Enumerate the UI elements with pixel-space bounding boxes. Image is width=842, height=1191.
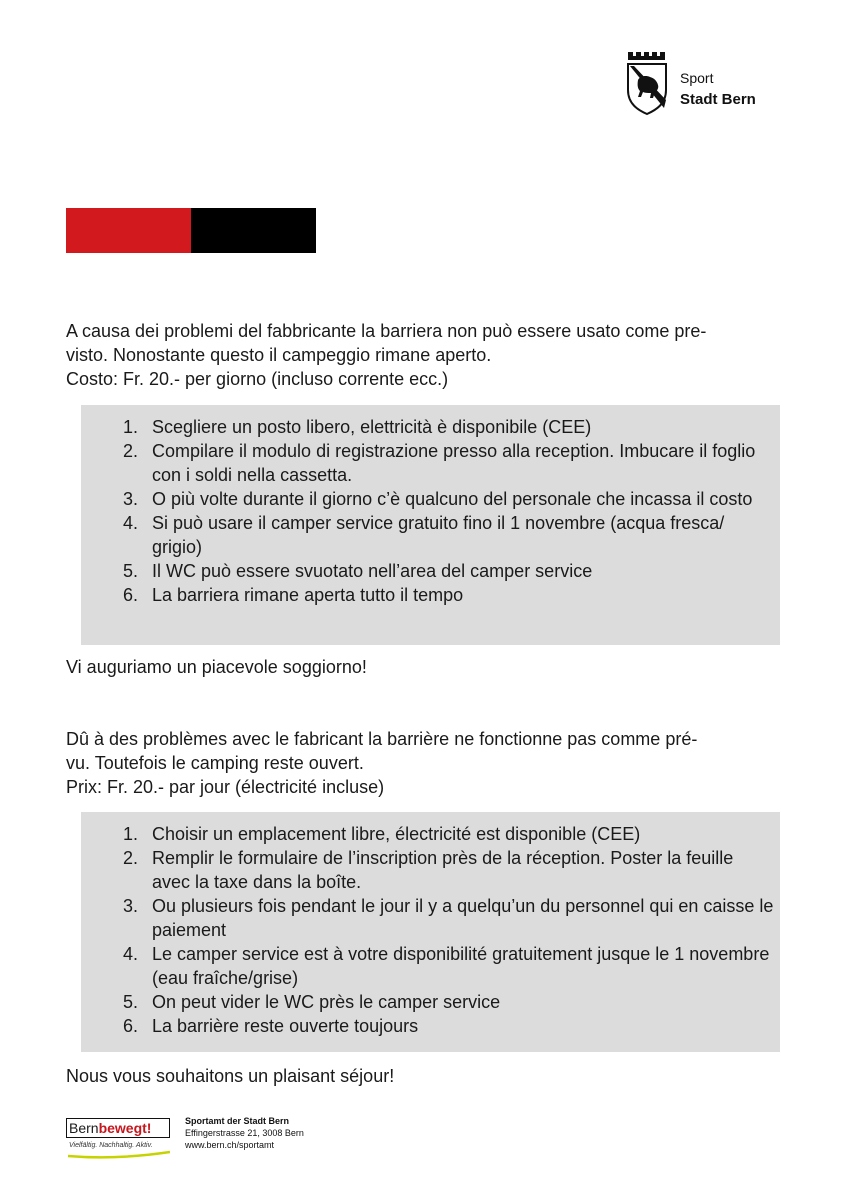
bern-crest-icon: [626, 50, 668, 116]
step-number: 5.: [122, 561, 138, 581]
french-steps-box: [81, 812, 780, 1052]
list-item: [81, 487, 780, 511]
logo-bold-text: bewegt!: [98, 1120, 152, 1136]
step-number: 5.: [122, 992, 138, 1012]
footer: [66, 1115, 386, 1165]
step-number: 3.: [122, 896, 138, 916]
step-text: La barrière reste ouverte toujours: [152, 1016, 419, 1036]
list-item: [81, 559, 780, 583]
list-item: [81, 894, 780, 942]
step-text: Le camper service est à votre disponibilité gratuitement jusque le 1 novembre (eau fraîche/grise): [152, 944, 770, 988]
step-text: Compilare il modulo di registrazione presso alla reception. Imbucare il foglio con i soldi nella cassetta.: [152, 441, 756, 485]
step-text: Ou plusieurs fois pendant le jour il y a quelqu’un du personnel qui en caisse le paiement: [152, 896, 774, 940]
step-text: O più volte durante il giorno c’è qualcuno del personale che incassa il costo: [152, 489, 753, 509]
italian-closing: Vi auguriamo un piacevole soggiorno!: [66, 657, 367, 677]
step-text: Scegliere un posto libero, elettricità è disponibile (CEE): [152, 417, 592, 437]
bern-bewegt-logo: [66, 1118, 170, 1160]
list-item: [81, 583, 780, 607]
step-text: Choisir un emplacement libre, électricité est disponible (CEE): [152, 824, 641, 844]
logo-sport-label: Sport: [680, 70, 714, 86]
step-number: 6.: [122, 585, 138, 605]
step-number: 4.: [122, 513, 138, 533]
list-item: [81, 439, 780, 487]
step-text: Il WC può essere svuotato nell’area del camper service: [152, 561, 593, 581]
step-text: La barriera rimane aperta tutto il tempo: [152, 585, 464, 605]
italian-steps-box: [81, 405, 780, 645]
list-item: [81, 415, 780, 439]
address-block: [185, 1115, 304, 1151]
website-link[interactable]: www.bern.ch/sportamt: [185, 1140, 275, 1150]
flag-red-block: [66, 208, 191, 253]
french-closing: Nous vous souhaitons un plaisant séjour!: [66, 1066, 395, 1086]
bern-flag-bar: [66, 208, 316, 253]
org-name: Sportamt der Stadt Bern: [185, 1116, 290, 1126]
step-number: 3.: [122, 489, 138, 509]
list-item: [81, 1014, 780, 1038]
list-item: [81, 942, 780, 990]
step-text: Si può usare il camper service gratuito fino il 1 novembre (acqua fresca/ grigio): [152, 513, 725, 557]
french-intro-text: Dû à des problèmes avec le fabricant la barrière ne fonctionne pas comme pré- vu. Toutefois le camping reste ouvert. Prix: Fr. 20.- par jour (électricité incluse): [66, 729, 698, 797]
step-number: 2.: [122, 441, 138, 461]
step-number: 6.: [122, 1016, 138, 1036]
step-number: 2.: [122, 848, 138, 868]
list-item: [81, 822, 780, 846]
logo-city-label: Stadt Bern: [680, 91, 756, 108]
step-number: 4.: [122, 944, 138, 964]
flag-black-block: [191, 208, 316, 253]
step-number: 1.: [122, 417, 138, 437]
italian-intro: [66, 319, 782, 391]
swoosh-icon: [66, 1150, 170, 1160]
french-intro: [66, 727, 782, 799]
italian-intro-text: A causa dei problemi del fabbricante la barriera non può essere usato come pre- visto. Nonostante questo il campeggio rimane aperto. Costo: Fr. 20.- per giorno (incluso corrente ecc.): [66, 321, 707, 389]
list-item: [81, 990, 780, 1014]
step-number: 1.: [122, 824, 138, 844]
step-text: Remplir le formulaire de l’inscription près de la réception. Poster la feuille avec la taxe dans la boîte.: [152, 848, 734, 892]
step-text: On peut vider le WC près le camper service: [152, 992, 501, 1012]
bern-bewegt-wordmark: [66, 1118, 170, 1138]
list-item: [81, 511, 780, 559]
stadt-bern-logo: [626, 50, 786, 118]
street-address: Effingerstrasse 21, 3008 Bern: [185, 1128, 304, 1138]
list-item: [81, 846, 780, 894]
logo-tagline: Vielfältig. Nachhaltig. Aktiv.: [69, 1142, 153, 1149]
logo-plain-text: Bern: [69, 1120, 99, 1136]
